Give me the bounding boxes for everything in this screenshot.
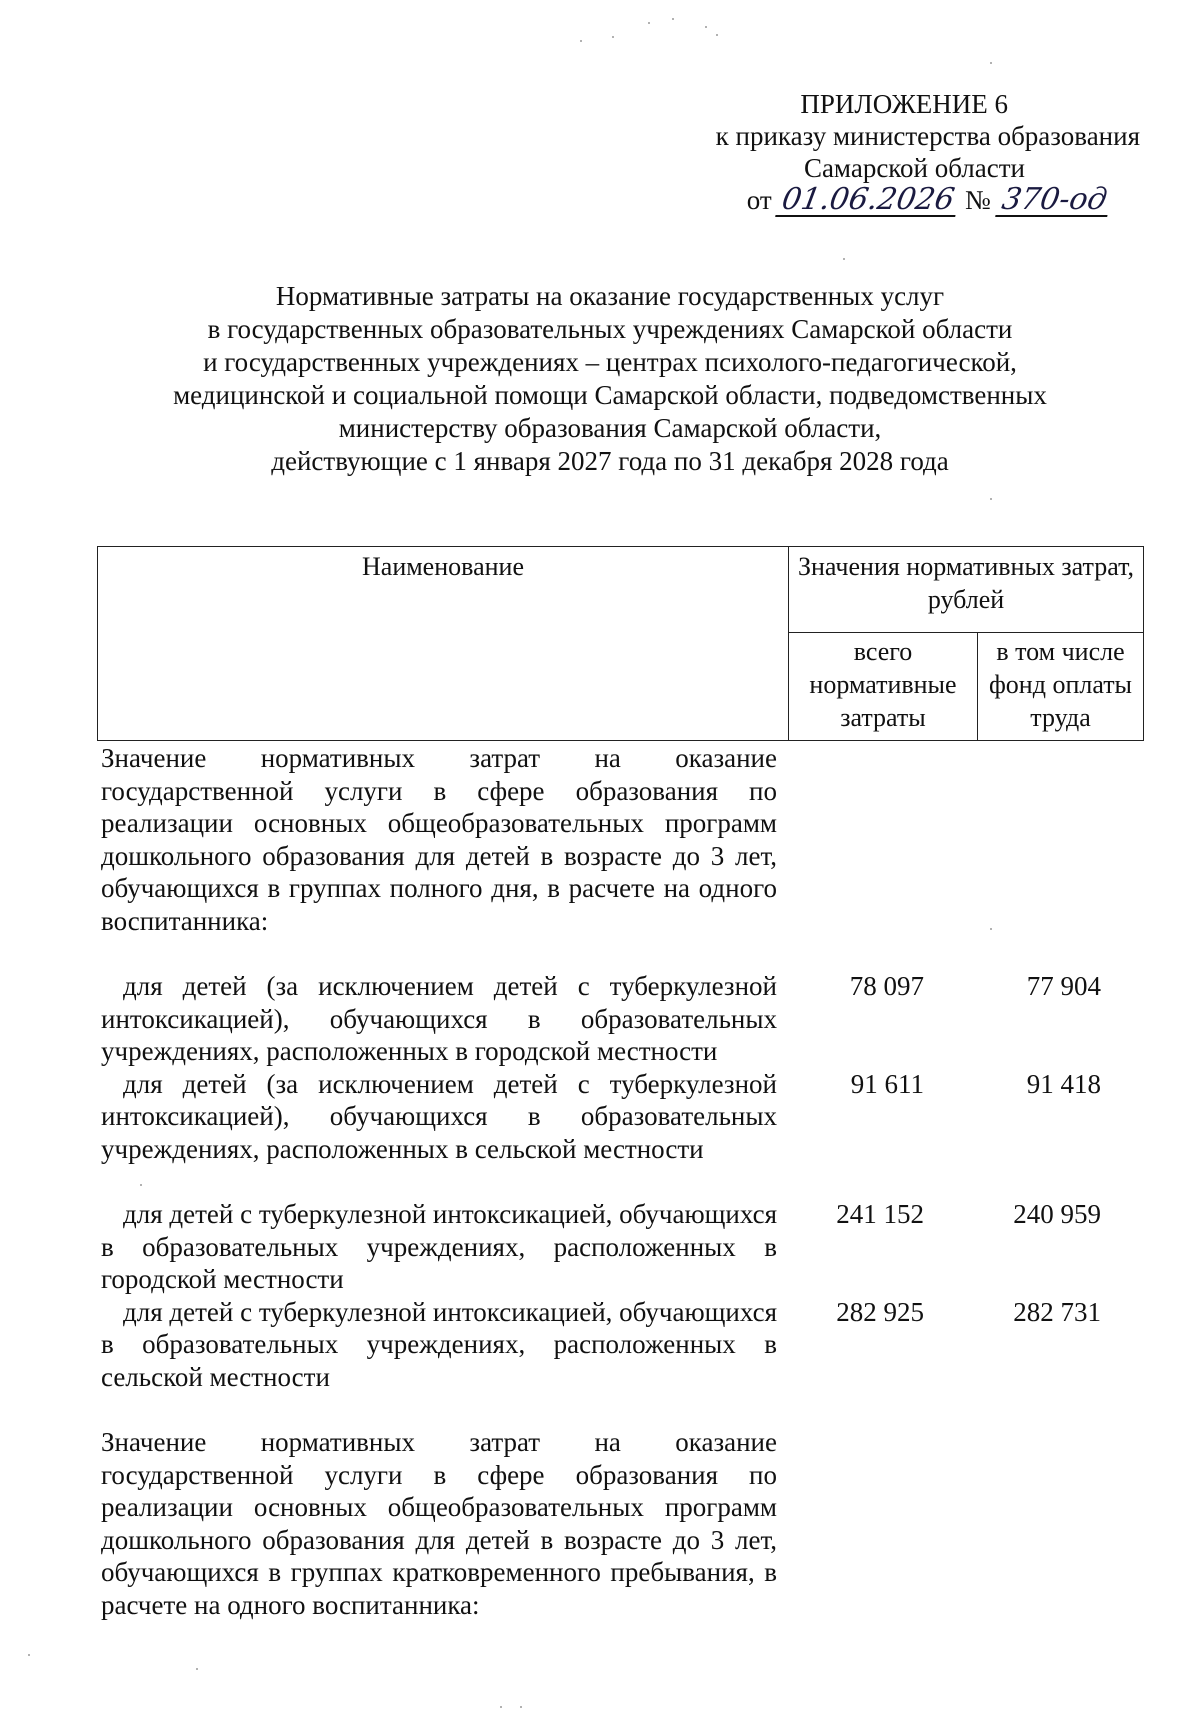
title-line: медицинской и социальной помощи Самарской области, подведомственных — [173, 380, 1047, 410]
appendix-region: Самарской области — [803, 153, 1025, 183]
title-line: в государственных образовательных учреждениях Самарской области — [207, 314, 1013, 344]
title-line: и государственных учреждениях – центрах психолого-педагогической, — [203, 347, 1017, 377]
table-row — [101, 742, 1141, 937]
table-row — [101, 1198, 1141, 1296]
row-description: для детей с туберкулезной интоксикацией, обучающихся в образовательных учреждениях, расположенных в сельской местности — [101, 1296, 777, 1392]
header-name: Наименование — [98, 547, 789, 741]
appendix-order-line: к приказу министерства образования — [715, 121, 1140, 151]
date-prefix: от — [746, 185, 772, 215]
row-payroll: 77 904 — [1026, 971, 1101, 1001]
row-payroll: 240 959 — [1013, 1199, 1101, 1229]
row-description: для детей (за исключением детей с туберкулезной интоксикацией), обучающихся в образовательных учреждениях, расположенных в городской местности — [101, 971, 777, 1066]
row-total: 282 925 — [836, 1296, 924, 1327]
title-line: министерству образования Самарской области, — [338, 413, 882, 443]
title-line: Нормативные затраты на оказание государственных услуг — [275, 281, 945, 311]
table-row — [101, 1426, 1141, 1621]
row-total: 91 611 — [850, 1068, 924, 1099]
appendix-title: ПРИЛОЖЕНИЕ 6 — [800, 89, 1008, 119]
row-description: для детей (за исключением детей с туберкулезной интоксикацией), обучающихся в образовательных учреждениях, расположенных в сельской местности — [101, 1068, 777, 1164]
document-title — [80, 280, 1140, 478]
order-date-number — [620, 184, 1140, 217]
row-total: 78 097 — [849, 971, 924, 1001]
row-description: Значение нормативных затрат на оказание государственной услуги в сфере образования по реализации основных общеобразовательных программ дошкольного образования для детей в возрасте до 3 лет, обучающихся в группах полного дня, в расчете на одного воспитанника: — [101, 743, 777, 936]
row-total: 241 152 — [836, 1199, 924, 1229]
table-row — [101, 970, 1141, 1068]
table-row — [101, 1068, 1141, 1166]
row-description: для детей с туберкулезной интоксикацией, обучающихся в образовательных учреждениях, расположенных в городской местности — [101, 1199, 777, 1294]
number-prefix: № — [965, 185, 991, 215]
header-values: Значения нормативных затрат, рублей — [789, 547, 1144, 633]
row-description: Значение нормативных затрат на оказание государственной услуги в сфере образования по реализации основных общеобразовательных программ дошкольного образования для детей в возрасте до 3 лет, обучающихся в группах кратковременного пребывания, в расчете на одного воспитанника: — [101, 1427, 777, 1620]
handwritten-number: 370-од — [995, 185, 1113, 217]
table-row — [101, 1296, 1141, 1394]
title-line: действующие с 1 января 2027 года по 31 декабря 2028 года — [271, 446, 949, 476]
appendix-header — [620, 88, 1140, 217]
row-payroll: 282 731 — [1013, 1296, 1101, 1327]
table-header — [97, 546, 1144, 741]
row-payroll: 91 418 — [1026, 1068, 1101, 1099]
header-payroll: в том числе фонд оплаты труда — [978, 633, 1144, 741]
table-body — [101, 742, 1141, 1621]
header-total: всего нормативные затраты — [789, 633, 978, 741]
handwritten-date: 01.06.2026 — [776, 185, 961, 217]
